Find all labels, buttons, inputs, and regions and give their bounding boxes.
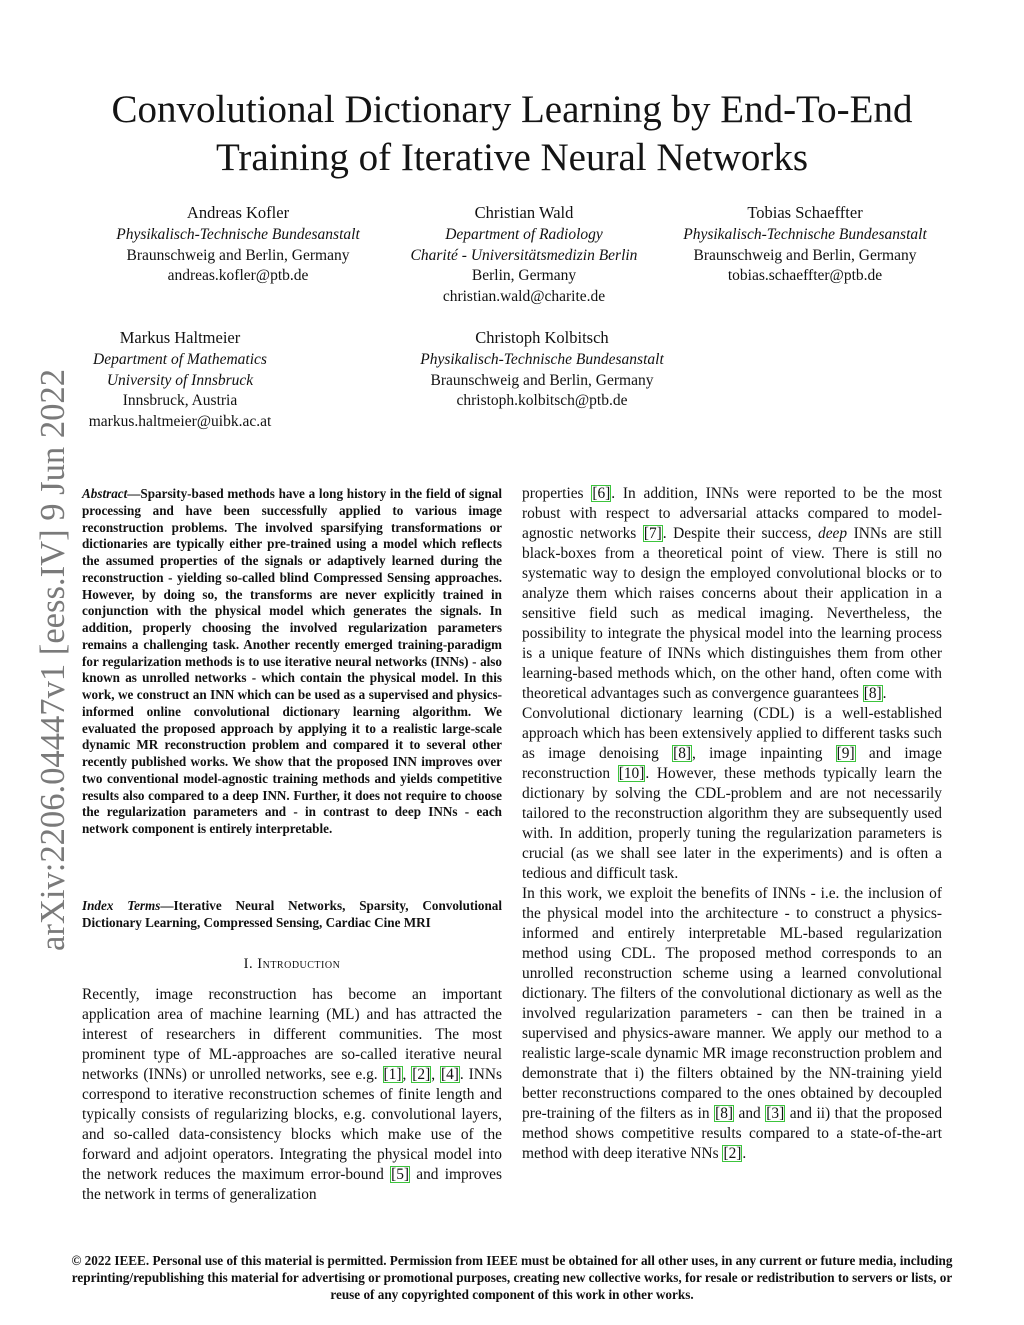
- index-terms-label: Index Terms: [82, 898, 161, 913]
- author-block: [655, 203, 955, 287]
- paper-title: [60, 86, 964, 182]
- abstract-text: —Sparsity-based methods have a long history in the field of signal processing and have been successfully applied to various image reconstruction problems. The involved sparsifying transformations or dictionaries are typically either pre-trained using a model which reflects the assumed properties of the signals or adaptively learned during the reconstruction - yielding so-called blind Compressed Sensing approaches. However, by doing so, the transforms are never explicitly trained in conjunction with the physical model which generates the signals. In addition, properly choosing the involved regularization parameters remains a challenging task. Another recently emerged training-paradigm for regularization methods is to use iterative neural networks (INNs) - also known as unrolled networks - which contain the physical model. In this work, we construct an INN which can be used as a supervised and physics-informed online convolutional dictionary learning algorithm. We evaluated the proposed approach by applying it to a realistic large-scale dynamic MR reconstruction problem and compared it to several other recently published works. We show that the proposed INN improves over two conventional model-agnostic training methods and yields competitive results also compared to a deep INN. Further, it does not require to choose the regularization parameters and - in contrast to deep INNs - each network component is entirely interpretable.: [82, 486, 502, 836]
- citation-link[interactable]: [9]: [836, 745, 855, 762]
- body-text: Recently, image reconstruction has become an important application area of machine learning (ML) and has attracted the interest of researchers in different communities. The most prominent type of ML-approaches are so-called iterative neural networks (INNs) or unrolled networks, see e.g.: [82, 986, 502, 1083]
- body-text: and: [734, 1105, 766, 1122]
- body-text: , image inpainting: [692, 745, 836, 762]
- author-affiliation: University of Innsbruck: [106, 371, 254, 389]
- author-affiliation: Physikalisch-Technische Bundesanstalt: [116, 225, 360, 243]
- title-line: Convolutional Dictionary Learning by End-To-End: [111, 88, 913, 131]
- copyright-notice: © 2022 IEEE. Personal use of this material is permitted. Permission from IEEE must be obtained for all other uses, in any current or future media, including reprinting/republishing this material for advertising or promotional purposes, creating new collective works, for resale or redistribution to servers or lists, or reuse of any copyrighted component of this work in other works.: [71, 1253, 953, 1302]
- body-text: . In addition, INNs were reported to be the most robust with respect to adversarial attacks compared to model-agnostic networks: [522, 485, 943, 542]
- body-text: . However, these methods typically learn the dictionary by solving the CDL-problem and are not necessarily tailored to the reconstruction algorithm they are subsequently used with. In addition, properly tuning the regularization parameters is crucial (as we shall see later in the experiments) and is often a tedious and difficult task.: [522, 765, 942, 882]
- citation-link[interactable]: [10]: [618, 765, 645, 782]
- paragraph: [522, 884, 942, 1164]
- citation-link[interactable]: [6]: [592, 485, 611, 502]
- author-email: christian.wald@charite.de: [442, 288, 606, 306]
- left-column-text: [82, 985, 502, 1205]
- citation-link[interactable]: [8]: [673, 745, 692, 762]
- author-affiliation: Physikalisch-Technische Bundesanstalt: [420, 350, 664, 368]
- section-heading: [82, 956, 502, 973]
- author-name: Christian Wald: [474, 203, 574, 222]
- section-numeral: I.: [243, 956, 254, 972]
- citation-link[interactable]: [4]: [440, 1066, 459, 1083]
- body-text: In this work, we exploit the benefits of INNs - i.e. the inclusion of the physical model into the architecture - to construct a physics-informed and entirely interpretable ML-based regularization method using CDL. The proposed method corresponds to an unrolled reconstruction scheme using a learned convolutional dictionary. The filters of the convolutional dictionary as well as the involved regularization parameters - can then be trained in a supervised and physics-aware manner. We apply our method to a realistic large-scale dynamic MR image reconstruction problem and demonstrate that i) the filters obtained by the NN-training yield better reconstructions compared to the ones obtained by decoupled pre-training of the filters as in: [522, 885, 942, 1122]
- abstract-label: Abstract: [82, 486, 128, 501]
- right-column-text: [522, 484, 942, 1164]
- author-block: [88, 203, 388, 287]
- body-text: and image reconstruction: [522, 745, 942, 782]
- author-affiliation: Charité - Universitätsmedizin Berlin: [410, 246, 638, 264]
- abstract: [82, 486, 502, 838]
- author-email: tobias.schaeffter@ptb.de: [727, 267, 883, 285]
- author-affiliation: Department of Radiology: [445, 225, 603, 243]
- section-title: Introduction: [257, 956, 341, 972]
- index-terms: [82, 898, 502, 932]
- author-location: Braunschweig and Berlin, Germany: [126, 246, 350, 264]
- author-email: andreas.kofler@ptb.de: [167, 267, 309, 285]
- body-text: .: [742, 1145, 747, 1162]
- author-affiliation: Department of Mathematics: [93, 350, 267, 368]
- author-location: Braunschweig and Berlin, Germany: [693, 246, 917, 264]
- author-block: [374, 203, 674, 308]
- body-text: and ii) that the proposed method shows competitive results compared to a state-of-the-art method with deep iterative NNs: [522, 1105, 943, 1162]
- citation-link[interactable]: [7]: [643, 525, 662, 542]
- body-text: and improves the network in terms of generalization: [82, 1166, 502, 1203]
- title-line: Training of Iterative Neural Networks: [215, 136, 809, 179]
- citation-link[interactable]: [1]: [383, 1066, 402, 1083]
- body-text: ,: [431, 1066, 440, 1083]
- author-location: Innsbruck, Austria: [122, 392, 238, 410]
- citation-link[interactable]: [8]: [715, 1105, 734, 1122]
- citation-link[interactable]: [5]: [391, 1166, 410, 1183]
- body-text: ,: [402, 1066, 412, 1083]
- author-location: Berlin, Germany: [471, 267, 577, 285]
- author-name: Tobias Schaeffter: [747, 203, 863, 222]
- author-email: christoph.kolbitsch@ptb.de: [456, 392, 628, 410]
- author-affiliation: Physikalisch-Technische Bundesanstalt: [683, 225, 927, 243]
- index-terms-text: —Iterative Neural Networks, Sparsity, Convolutional Dictionary Learning, Compressed Sensing, Cardiac Cine MRI: [82, 898, 503, 930]
- paragraph: [82, 985, 502, 1205]
- body-text: . INNs correspond to iterative reconstruction schemes of finite length and typically consists of regularizing blocks, e.g. convolutional layers, and so-called data-consistency blocks which make use of the forward and adjoint operators. Integrating the physical model into the network reduces the maximum error-bound: [82, 1066, 502, 1183]
- citation-link[interactable]: [8]: [863, 685, 882, 702]
- author-location: Braunschweig and Berlin, Germany: [430, 371, 654, 389]
- emphasized-text: deep: [818, 525, 848, 542]
- author-email: markus.haltmeier@uibk.ac.at: [88, 413, 272, 431]
- author-name: Andreas Kofler: [186, 203, 290, 222]
- paragraph: [522, 704, 942, 884]
- author-block: [70, 328, 290, 433]
- arxiv-identifier: [30, 367, 76, 955]
- author-block: [392, 328, 692, 412]
- body-text: INNs are still black-boxes from a theoretical point of view. There is still no systematic way to design the employed convolutional blocks or to analyze them which raises concerns about their application in a sensitive field such as medical imaging. Nevertheless, the possibility to integrate the physical model into the learning process is a unique feature of INNs which distinguishes them from other learning-based methods which, on the other hand, often come with theoretical advantages such as convergence guarantees: [522, 525, 942, 702]
- citation-link[interactable]: [2]: [723, 1145, 742, 1162]
- arxiv-id-text: arXiv:2206.04447v1 [eess.IV] 9 Jun 2022: [34, 370, 72, 951]
- author-name: Markus Haltmeier: [119, 328, 241, 347]
- body-text: properties: [522, 485, 592, 502]
- author-name: Christoph Kolbitsch: [475, 328, 609, 347]
- body-text: . Despite their success,: [662, 525, 819, 542]
- citation-link[interactable]: [2]: [412, 1066, 431, 1083]
- body-text: Convolutional dictionary learning (CDL) is a well-established approach which has been extensively applied to different tasks such as image denoising: [522, 705, 942, 762]
- citation-link[interactable]: [3]: [766, 1105, 785, 1122]
- body-text: .: [882, 685, 887, 702]
- paragraph: [522, 484, 942, 704]
